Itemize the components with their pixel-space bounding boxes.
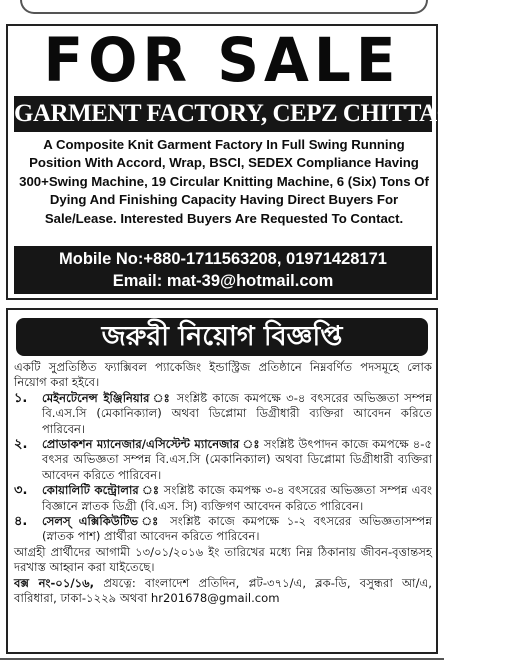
job-item [14, 391, 432, 437]
item-number: ২. [14, 437, 28, 453]
job-description: সংশ্লিষ্ট কাজে কমপক্ষে ৩-৪ বৎসরের অভিজ্ঞতা সম্পন্ন বি.এস.সি (মেকানিক্যাল) অথবা ডিপ্লোমা ডিগ্রীধারী ব্যক্তিরা আবেদন করিতে পারিবেন। [42, 390, 432, 436]
ad-description: A Composite Knit Garment Factory In Full Swing Running Position With Accord, Wrap, BSCI, SEDEX Compliance Having 300+Swing Machine, 19 Circular Knitting Machine, 6 (Six) Tons Of Dying And Finishing Capacity Having Direct Buyers For Sale/Lease. Interested Buyers Are Requested To Contact. [19, 137, 429, 226]
job-title: প্রোডাকশন ম্যানেজার/এসিস্টেন্ট ম্যানেজার ঃ [42, 437, 260, 452]
ad-subheading: GARMENT FACTORY, CEPZ CHITTAGONG [14, 96, 432, 132]
item-number: ৩. [14, 483, 28, 499]
address-text: প্রযত্নে: বাংলাদেশ প্রতিদিন, প্লট-৩৭১/এ, ব্লক-ডি, বসুন্ধরা আ/এ, বারিধারা, ঢাকা-১২২৯ অথবা hr201678@gmail.com [14, 575, 432, 606]
job-item [14, 483, 432, 514]
notice-intro: একটি সুপ্রতিষ্ঠিত ফ্যাক্সিবল প্যাকেজিং ইন্ডাস্ট্রিজ প্রতিষ্ঠানে নিম্নবর্ণিত পদসমূহে লোক নিয়োগ করা হইবে। [14, 360, 432, 390]
email-address: Email: mat-39@hotmail.com [112, 272, 334, 290]
box-number: বক্স নং-০১/১৬, [14, 575, 95, 590]
item-number: ১. [14, 390, 28, 406]
job-description: সংশ্লিষ্ট কাজে কমপক্ষে ১-২ বৎসরের অভিজ্ঞতাসম্পন্ন (স্নাতক পাশ) প্রার্থীরা আবেদন করিতে পারিবেন। [42, 514, 432, 544]
job-description: সংশ্লিষ্ট উৎপাদন কাজে কমপক্ষে ৪-৫ বৎসর অভিজ্ঞতা সম্পন্ন বি.এস.সি (মেকানিক্যাল) অথবা ডিপ্লোমা ডিগ্রীধারী ব্যক্তিরা আবেদন করিতে পারিবেন। [42, 437, 433, 482]
job-description: সংশ্লিষ্ট কাজে কমপক্ষ ৩-৪ বৎসরের অভিজ্ঞতা সম্পন্ন এবং বিজ্ঞানে স্নাতক ডিগ্রী (বি.এস. সি) ব্যক্তিগণ আবেদন করিতে পারিবেন। [42, 483, 432, 513]
for-sale-ad [6, 24, 511, 300]
notice-title: জরুরী নিয়োগ বিজ্ঞপ্তি [16, 318, 428, 356]
contact-block [14, 246, 432, 294]
job-title: সেলস্ এক্সিকিউটিভ ঃ [42, 514, 163, 529]
next-ad-edge [0, 658, 444, 668]
postal-address [14, 576, 432, 607]
recruitment-notice [6, 308, 438, 654]
application-instruction: আগ্রহী প্রার্থীদের আগামী ১৩/০১/২০১৬ ইং তারিখের মধ্যে নিম্ন ঠিকানায় জীবন-বৃত্তান্তসহ দরখাস্ত আহ্বান করা যাইতেছে। [14, 544, 432, 575]
job-title: মেইনটেনেন্স ইঞ্জিনিয়ার ঃ [42, 390, 172, 405]
mobile-number: Mobile No:+880-1711563208, 01971428171 [59, 250, 387, 268]
ad-headline: FOR SALE [43, 24, 401, 96]
notice-body [14, 360, 432, 607]
job-title: কোয়ালিটি কন্ট্রোলার ঃ [42, 483, 160, 498]
job-item [14, 514, 432, 545]
job-item [14, 437, 432, 483]
item-number: ৪. [14, 514, 28, 530]
previous-ad-edge [0, 0, 444, 18]
